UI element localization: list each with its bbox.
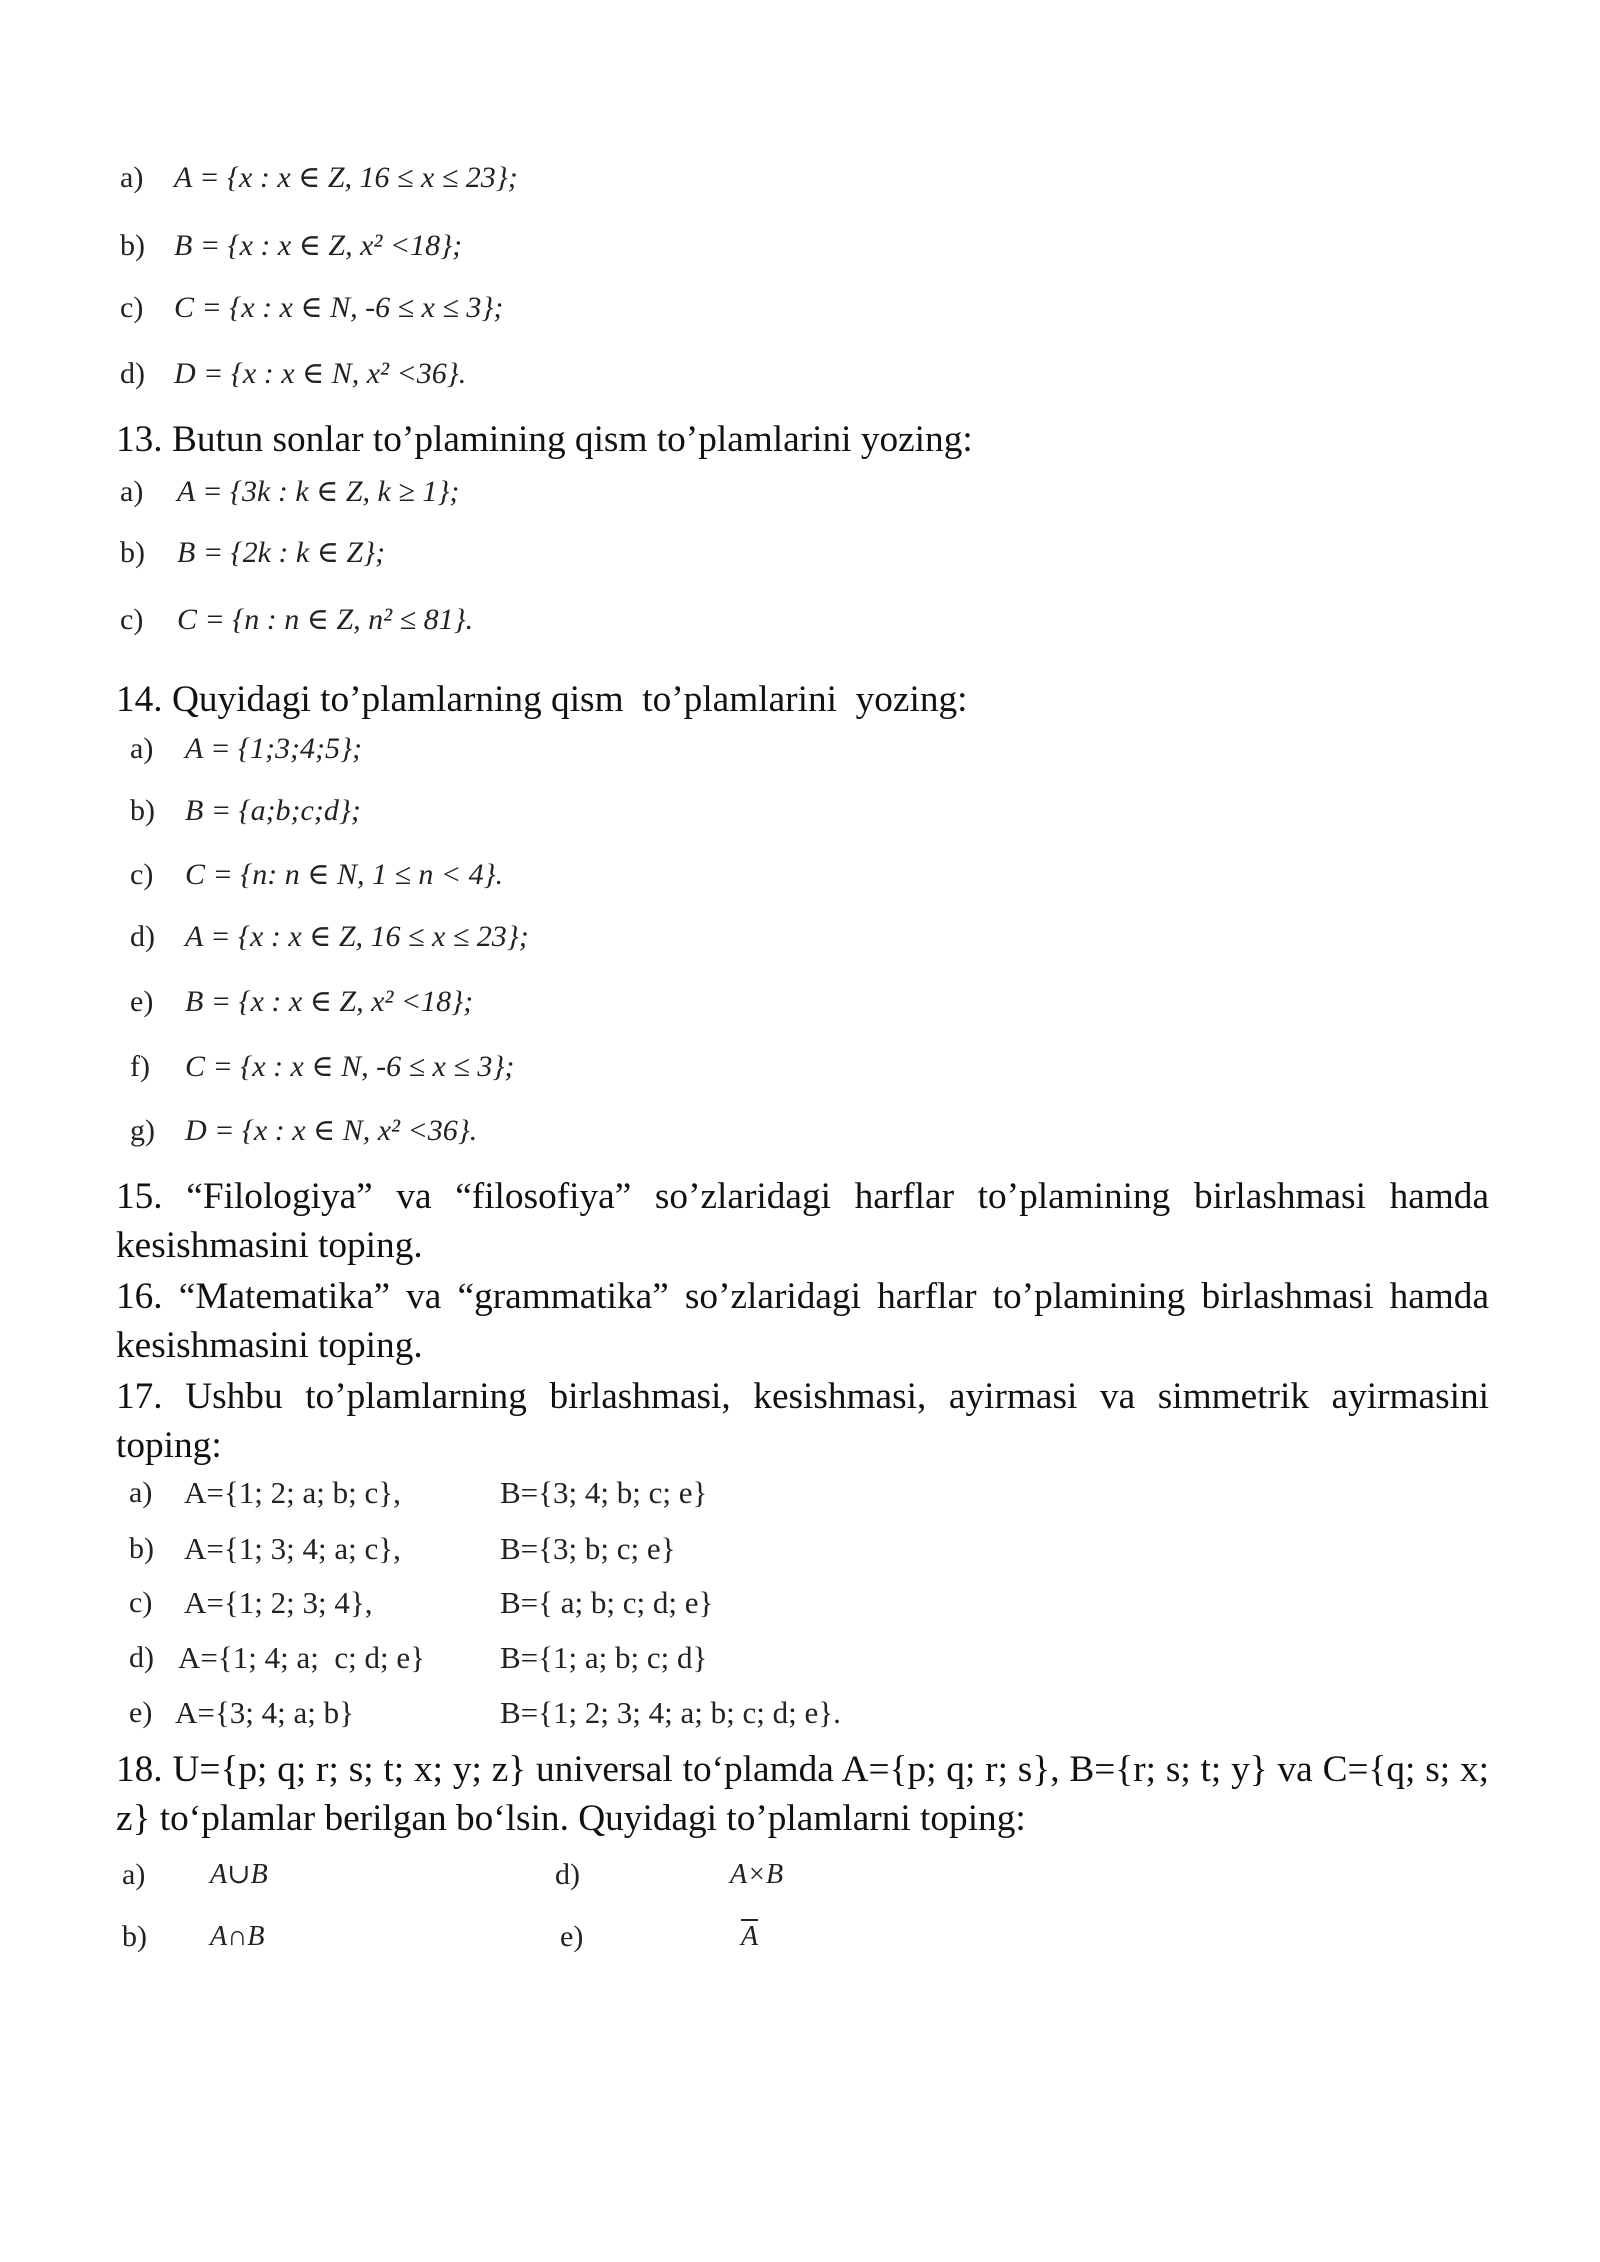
set-formula: D = {x : x ∈ N, x² <36}. bbox=[185, 1114, 478, 1147]
set-pair-item bbox=[0, 1473, 1600, 1513]
set-a: A={1; 2; 3; 4}, bbox=[184, 1585, 373, 1620]
item-label: b) bbox=[130, 794, 155, 827]
problem-17-text: 17. Ushbu to’plamlarning birlashmasi, kesishmasi, ayirmasi va simmetrik ayirmasini toping: bbox=[116, 1376, 1489, 1466]
set-formula: C = {n : n ∈ Z, n² ≤ 81}. bbox=[177, 603, 474, 636]
set-b: B={3; 4; b; c; e} bbox=[500, 1475, 708, 1510]
item-label: e) bbox=[130, 985, 154, 1018]
item-label: d) bbox=[129, 1641, 154, 1674]
item-label: b) bbox=[120, 536, 145, 569]
problem-16-text: 16. “Matematika” va “grammatika” so’zlaridagi harflar to’plamining birlashmasi hamda kesishmasini toping. bbox=[116, 1276, 1489, 1366]
product-expression: A×B bbox=[730, 1859, 784, 1890]
set-formula: B = {2k : k ∈ Z}; bbox=[177, 536, 386, 569]
set-b: B={ a; b; c; d; e} bbox=[500, 1585, 714, 1620]
set-b: B={1; 2; 3; 4; a; b; c; d; e}. bbox=[500, 1695, 841, 1730]
set-item bbox=[0, 354, 1600, 394]
set-item bbox=[0, 600, 1600, 640]
set-pair-item bbox=[0, 1638, 1600, 1678]
item-label: b) bbox=[129, 1532, 154, 1565]
union-expression: A∪B bbox=[210, 1859, 268, 1890]
set-formula: A = {x : x ∈ Z, 16 ≤ x ≤ 23}; bbox=[174, 161, 518, 194]
set-pair-item bbox=[0, 1583, 1600, 1623]
set-a: A={1; 3; 4; a; c}, bbox=[184, 1531, 401, 1566]
set-a: A={1; 2; a; b; c}, bbox=[184, 1475, 401, 1510]
set-item bbox=[0, 533, 1600, 573]
problem-13-text: 13. Butun sonlar to’plamining qism to’plamlarini yozing: bbox=[116, 419, 973, 460]
set-formula: C = {x : x ∈ N, -6 ≤ x ≤ 3}; bbox=[185, 1050, 515, 1083]
item-label: d) bbox=[120, 357, 145, 390]
item-label: e) bbox=[560, 1920, 584, 1953]
problem-15-text: 15. “Filologiya” va “filosofiya” so’zlaridagi harflar to’plamining birlashmasi hamda kesishmasini toping. bbox=[116, 1176, 1489, 1266]
item-label: c) bbox=[130, 858, 154, 891]
item-label: d) bbox=[555, 1858, 580, 1891]
problem-18-text: 18. U={p; q; r; s; t; x; y; z} universal to‘plamda A={p; q; r; s}, B={r; s; t; y} va C={q; s; x; z} to‘plamlar berilgan bo‘lsin. Quyidagi to’plamlarni toping: bbox=[116, 1749, 1489, 1839]
item-label: e) bbox=[129, 1696, 153, 1729]
item-label: c) bbox=[120, 291, 144, 324]
set-formula: A = {1;3;4;5}; bbox=[185, 732, 362, 765]
intersection-expression: A∩B bbox=[210, 1921, 265, 1952]
set-item bbox=[0, 982, 1600, 1022]
set-formula: A = {3k : k ∈ Z, k ≥ 1}; bbox=[177, 475, 460, 508]
item-label: a) bbox=[120, 161, 144, 194]
item-label: c) bbox=[129, 1586, 153, 1619]
set-b: B={1; a; b; c; d} bbox=[500, 1640, 708, 1675]
set-formula: A = {x : x ∈ Z, 16 ≤ x ≤ 23}; bbox=[185, 920, 529, 953]
set-item bbox=[0, 1111, 1600, 1151]
complement-expression: $\overline{A}$ bbox=[741, 1921, 759, 1952]
set-a: A={3; 4; a; b} bbox=[175, 1695, 354, 1730]
set-formula: D = {x : x ∈ N, x² <36}. bbox=[174, 357, 467, 390]
item-label: f) bbox=[130, 1050, 150, 1083]
set-formula: C = {x : x ∈ N, -6 ≤ x ≤ 3}; bbox=[174, 291, 504, 324]
set-item bbox=[0, 729, 1600, 769]
item-label: d) bbox=[130, 920, 155, 953]
set-item bbox=[0, 472, 1600, 512]
set-item bbox=[0, 917, 1600, 957]
set-item bbox=[0, 1047, 1600, 1087]
item-label: a) bbox=[130, 732, 154, 765]
set-item bbox=[0, 158, 1600, 198]
item-label: b) bbox=[122, 1920, 147, 1953]
item-label: c) bbox=[120, 603, 144, 636]
item-label: g) bbox=[130, 1114, 155, 1147]
set-item bbox=[0, 226, 1600, 266]
set-item bbox=[0, 791, 1600, 831]
set-pair-item bbox=[0, 1529, 1600, 1569]
operation-row bbox=[0, 1917, 1600, 1957]
set-a: A={1; 4; a; c; d; e} bbox=[178, 1640, 425, 1675]
item-label: a) bbox=[122, 1858, 146, 1891]
problem-14-text: 14. Quyidagi to’plamlarning qism to’plamlarini yozing: bbox=[116, 679, 968, 720]
set-item bbox=[0, 855, 1600, 895]
set-pair-item bbox=[0, 1693, 1600, 1733]
item-label: a) bbox=[129, 1476, 153, 1509]
set-formula: C = {n: n ∈ N, 1 ≤ n < 4}. bbox=[185, 858, 504, 891]
set-formula: B = {x : x ∈ Z, x² <18}; bbox=[185, 985, 474, 1018]
item-label: b) bbox=[120, 229, 145, 262]
set-b: B={3; b; c; e} bbox=[500, 1531, 676, 1566]
set-formula: B = {a;b;c;d}; bbox=[185, 794, 361, 827]
set-item bbox=[0, 288, 1600, 328]
operation-row bbox=[0, 1855, 1600, 1895]
item-label: a) bbox=[120, 475, 144, 508]
set-formula: B = {x : x ∈ Z, x² <18}; bbox=[174, 229, 463, 262]
